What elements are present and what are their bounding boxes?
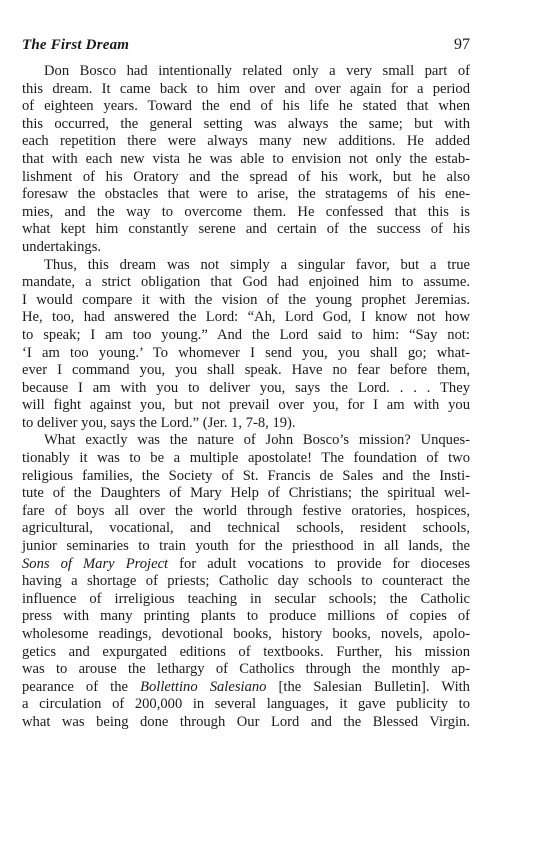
text-line: Don Bosco had intentionally related only a very small part of [44,63,470,79]
text-line: mies, and the way to overcome them. He confessed that this is [22,203,470,220]
text-line: that with each new vista he was able to envision not only the estab- [22,150,470,167]
text-line: to speak; I am too young.” And the Lord said to him: “Say not: [22,326,470,343]
text-line: tionably it was to be a multiple apostolate! The foundation of two [22,450,470,467]
page-header [22,36,470,60]
italic-title: Bollettino Salesiano [140,678,267,695]
text-line: tute of the Daughters of Mary Help of Christians; the spiritual wel- [22,485,470,502]
italic-title: Sons of Mary Project [22,555,169,572]
text-line: having a shortage of priests; Catholic day schools to counteract the [22,573,470,590]
text-line: each repetition there were always many new additions. He added [22,133,470,150]
text-line: a circulation of 200,000 in several languages, it gave publicity to [22,696,470,713]
paragraph-3 [22,432,470,731]
line-lead: pearance of the [22,678,141,695]
text-line-with-italic [22,556,470,574]
text-line: He, too, had answered the Lord: “Ah, Lord God, I know not how [22,309,470,326]
page-number: 97 [454,36,470,53]
text-line: wholesome readings, devotional books, history books, novels, apolo- [22,626,470,642]
text-line: getics and expurgated editions of textbooks. Further, his mission [22,643,470,660]
line-remainder: [the Salesian Bulletin]. With [266,678,470,695]
text-line: ever I command you, you shall speak. Have no fear before them, [22,362,470,379]
text-line: What exactly was the nature of John Bosco’s mission? Unques- [44,432,470,449]
text-line: of eighteen years. Toward the end of his life he stated that when [22,98,470,115]
text-line: Thus, this dream was not simply a singular favor, but a true [44,256,470,273]
text-line: will fight against you, but not prevail over you, for I am with you [22,397,470,414]
text-line: to deliver you, says the Lord.” (Jer. 1, 7-8, 19). [22,414,296,431]
text-line: what was being done through Our Lord and the Blessed Virgin. [22,713,470,730]
text-line: ‘I am too young.’ To whomever I send you, you shall go; what- [22,344,470,361]
book-page [22,36,470,732]
paragraph-2 [22,257,470,433]
text-line: foresaw the obstacles that were to arise, the stratagems of his ene- [22,186,470,203]
text-line: undertakings. [22,238,102,255]
text-line: this dream. It came back to him over and over again for a period [22,80,470,97]
text-line: I would compare it with the vision of the young prophet Jeremias. [22,291,470,308]
text-line: was to arouse the lethargy of Catholics through the monthly ap- [22,661,470,678]
text-line: influence of irreligious teaching in secular schools; the Catholic [22,590,470,607]
text-line: press with many printing plants to produce millions of copies of [22,608,470,625]
text-line: lishment of his Oratory and the spread of his work, but he also [22,168,470,185]
text-line: because I am with you to deliver you, says the Lord. . . . They [22,379,470,396]
line-remainder: for adult vocations to provide for dioceses [168,555,470,572]
text-line: mandate, a strict obligation that God had enjoined him to assume. [22,274,470,291]
text-line: what kept him constantly serene and certain of the success of his [22,221,470,238]
text-line: agricultural, vocational, and technical schools, resident schools, [22,520,470,537]
text-line-with-italic [22,679,470,697]
paragraph-1 [22,63,470,257]
text-line: religious families, the Society of St. Francis de Sales and the Insti- [22,467,470,484]
text-line: junior seminaries to train youth for the priesthood in all lands, the [22,538,470,555]
text-line: this occurred, the general setting was always the same; but with [22,115,470,132]
text-line: fare of boys all over the world through festive oratories, hospices, [22,502,470,519]
running-head: The First Dream [22,37,130,53]
